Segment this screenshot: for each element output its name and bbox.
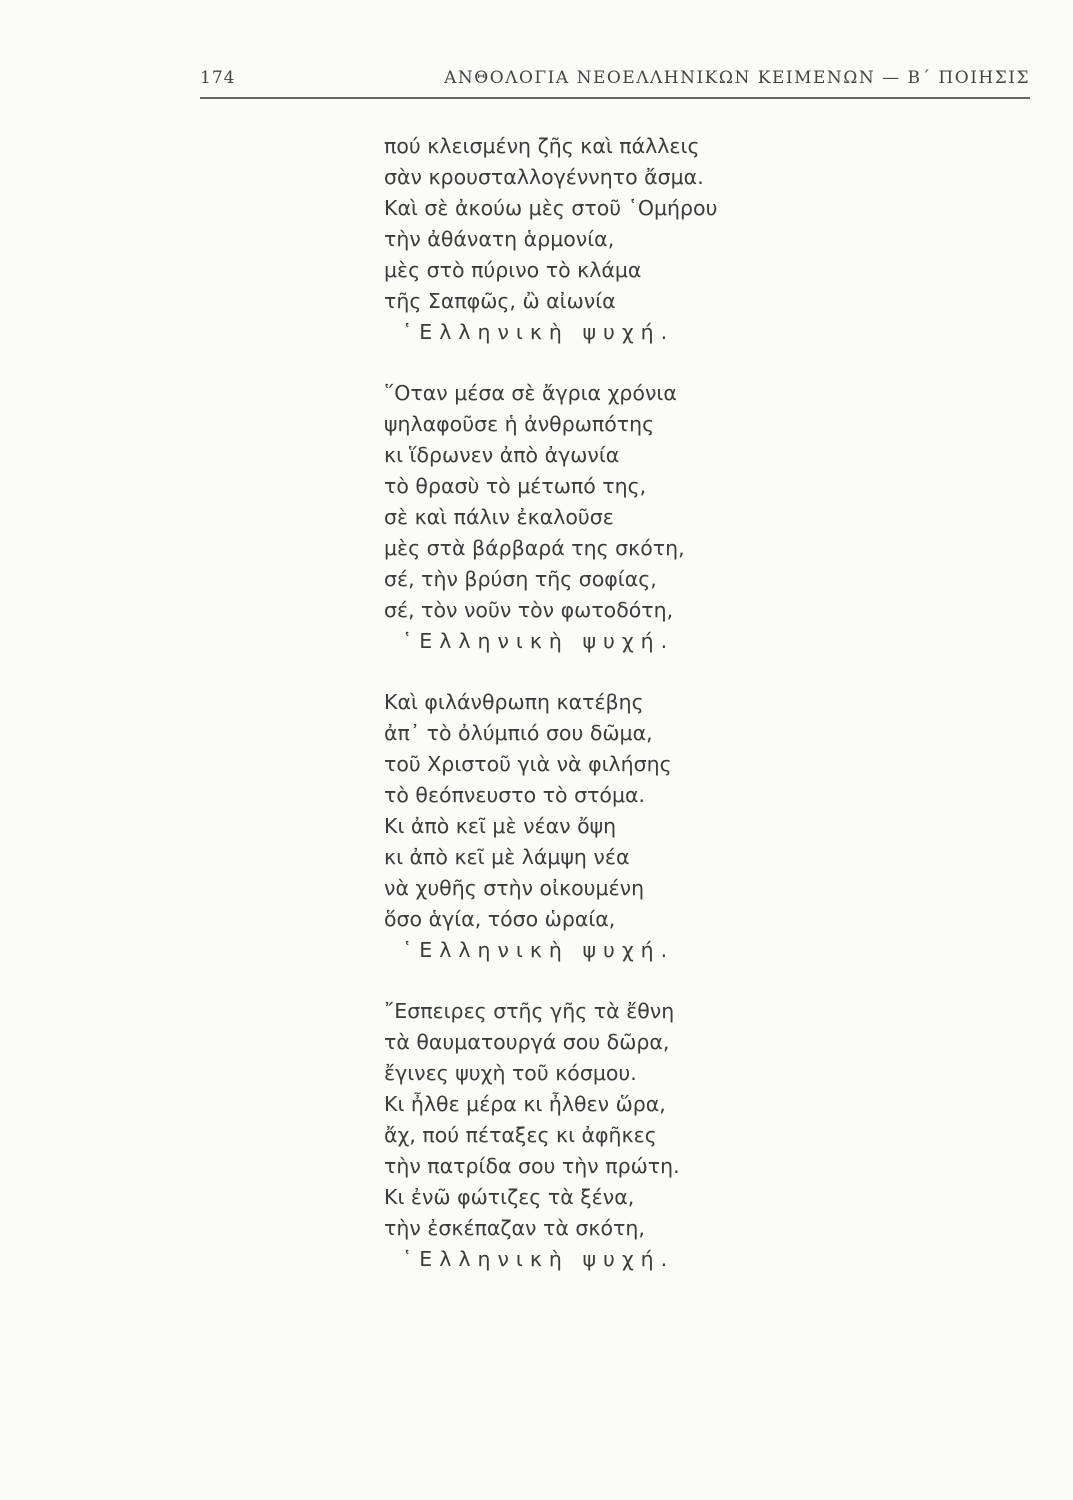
- poem-line: τὰ θαυματουργά σου δῶρα,: [384, 1030, 670, 1054]
- poem-line: σέ, τὸν νοῦν τὸν φωτοδότη,: [384, 598, 674, 622]
- poem-line: ῎Εσπειρες στῆς γῆς τὰ ἔθνη: [384, 999, 675, 1023]
- poem-line: Κι ἦλθε μέρα κι ἦλθεν ὥρα,: [384, 1092, 666, 1116]
- poem-line: Κι ἐνῶ φώτιζες τὰ ξένα,: [384, 1185, 635, 1209]
- poem-line: νὰ χυθῆς στὴν οἰκουμένη: [384, 876, 645, 900]
- poem-line: τὴν πατρίδα σου τὴν πρώτη.: [384, 1154, 680, 1178]
- refrain-line: ῾Ελληνικὴ ψυχή.: [402, 320, 675, 344]
- page-header: [200, 68, 1030, 98]
- poem-line: μὲς στὸ πύρινο τὸ κλάμα: [384, 258, 642, 282]
- poem-line: ῞Οταν μέσα σὲ ἄγρια χρόνια: [384, 381, 677, 405]
- stanza: [384, 996, 804, 1275]
- poem-line: τῆς Σαπφῶς, ὢ αἰωνία: [384, 289, 616, 313]
- poem-line: σέ, τὴν βρύση τῆς σοφίας,: [384, 567, 657, 591]
- stanza: [384, 687, 804, 966]
- header-rule: [200, 97, 1030, 99]
- poem-line: τὴν ἀθάνατη ἁρμονία,: [384, 227, 615, 251]
- poem-line: ἄχ, πού πέταξες κι ἀφῆκες: [384, 1123, 657, 1147]
- poem-line: Καὶ φιλάνθρωπη κατέβης: [384, 690, 644, 714]
- poem-line: Κι ἀπὸ κεῖ μὲ νέαν ὄψη: [384, 814, 617, 838]
- poem-line: τὴν ἐσκέπαζαν τὰ σκότη,: [384, 1216, 645, 1240]
- poem-line: κι ἀπὸ κεῖ μὲ λάμψη νέα: [384, 845, 630, 869]
- poem-line: ἀπ᾿ τὸ ὀλύμπιό σου δῶμα,: [384, 721, 653, 745]
- stanza: [384, 378, 804, 657]
- poem-line: κι ἵδρωνεν ἀπὸ ἀγωνία: [384, 443, 620, 467]
- refrain-line: ῾Ελληνικὴ ψυχή.: [402, 938, 675, 962]
- poem-line: ψηλαφοῦσε ἡ ἀνθρωπότης: [384, 412, 655, 436]
- poem-line: πού κλεισμένη ζῆς καὶ πάλλεις: [384, 134, 700, 158]
- poem-line: σὲ καὶ πάλιν ἐκαλοῦσε: [384, 505, 614, 529]
- running-title: ΑΝΘΟΛΟΓΙΑ ΝΕΟΕΛΛΗΝΙΚΩΝ ΚΕΙΜΕΝΩΝ — Β΄ ΠΟΙΗΣΙΣ: [444, 68, 1030, 88]
- page-number: 174: [200, 68, 236, 88]
- poem-body: [384, 131, 804, 1305]
- poem-line: τοῦ Χριστοῦ γιὰ νὰ φιλήσης: [384, 752, 672, 776]
- poem-line: ἔγινες ψυχὴ τοῦ κόσμου.: [384, 1061, 637, 1085]
- stanza: [384, 131, 804, 348]
- poem-line: τὸ θεόπνευστο τὸ στόμα.: [384, 783, 646, 807]
- poem-line: σὰν κρουσταλλογέννητο ἄσμα.: [384, 165, 704, 189]
- refrain-line: ῾Ελληνικὴ ψυχή.: [402, 629, 675, 653]
- poem-line: τὸ θρασὺ τὸ μέτωπό της,: [384, 474, 647, 498]
- poem-line: μὲς στὰ βάρβαρά της σκότη,: [384, 536, 685, 560]
- poem-line: ὅσο ἁγία, τόσο ὡραία,: [384, 907, 616, 931]
- poem-line: Καὶ σὲ ἀκούω μὲς στοῦ ῾Ομήρου: [384, 196, 718, 220]
- refrain-line: ῾Ελληνικὴ ψυχή.: [402, 1247, 675, 1271]
